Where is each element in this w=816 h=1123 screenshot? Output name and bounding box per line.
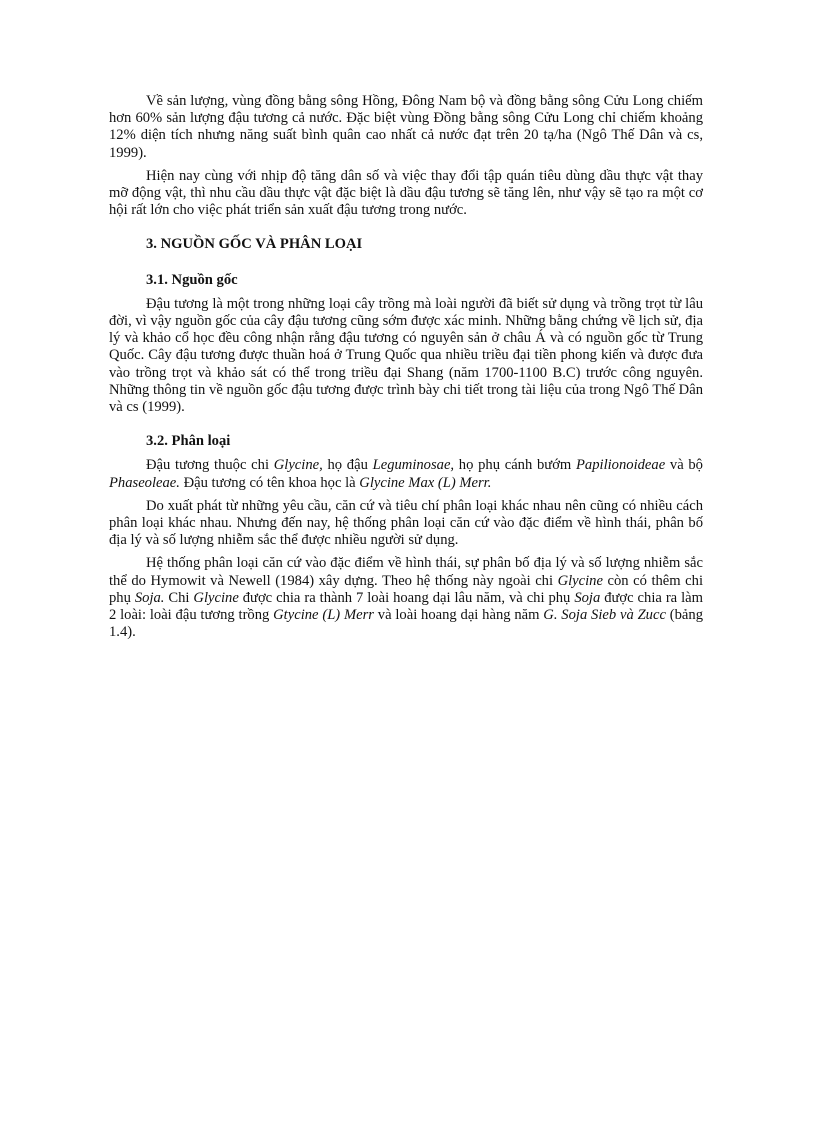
italic-run: Glycine bbox=[557, 572, 603, 589]
italic-run: Leguminosae, bbox=[372, 457, 455, 474]
text-run: và loài hoang dại hàng năm bbox=[373, 607, 544, 624]
italic-run: Glycine, bbox=[273, 457, 323, 474]
intro-paragraph-1: Về sản lượng, vùng đồng bằng sông Hồng, Đông Nam bộ và đồng bằng sông Cửu Long chiếm hơn 60% sản lượng đậu tương cả nước. Đặc biệt vùng Đồng bằng sông Cửu Long chỉ chiếm khoảng 12% diện tích nhưng năng suất bình quân cao nhất cả nước đạt trên 20 tạ/ha (Ngô Thế Dân và cs, 1999). bbox=[109, 93, 703, 161]
subsection-heading-classification: 3.2. Phân loại bbox=[146, 433, 231, 450]
text-run: (bảng 1.4). bbox=[109, 607, 703, 641]
text-run: họ phụ cánh bướm bbox=[454, 457, 576, 474]
italic-run: Papilionoideae bbox=[576, 457, 666, 474]
subsection-heading-origin: 3.1. Nguồn gốc bbox=[146, 271, 238, 288]
text-run: họ đậu bbox=[322, 457, 373, 474]
italic-run: Glycine bbox=[193, 589, 239, 606]
italic-run: Glycine Max (L) Merr. bbox=[359, 474, 492, 491]
italic-run: Soja. bbox=[134, 589, 165, 606]
italic-run: Phaseoleae. bbox=[109, 474, 180, 491]
classification-paragraph-1 bbox=[109, 457, 703, 491]
section-heading: 3. NGUỒN GỐC VÀ PHÂN LOẠI bbox=[146, 236, 363, 253]
intro-paragraph-2: Hiện nay cùng với nhịp độ tăng dân số và việc thay đổi tập quán tiêu dùng dầu thực vật thay mỡ động vật, thì nhu cầu dầu thực vật đặc biệt là dầu đậu tương sẽ tăng lên, như vậy sẽ tạo ra một cơ hội rất lớn cho việc phát triển sản xuất đậu tương trong nước. bbox=[109, 167, 703, 219]
text-run: được chia ra làm 2 loài: loài đậu tương trồng bbox=[109, 589, 703, 624]
text-run: được chia ra thành 7 loài hoang dại lâu năm, và chi phụ bbox=[238, 589, 575, 606]
classification-paragraph-2: Do xuất phát từ những yêu cầu, căn cứ và tiêu chí phân loại khác nhau nên cũng có nhiều cách phân loại khác nhau. Nhưng đến nay, hệ thống phân loại căn cứ vào đặc điểm về hình thái, phân bố địa lý và số lượng nhiễm sắc thể được nhiều người sử dụng. bbox=[109, 497, 703, 549]
text-run: Chi bbox=[164, 589, 194, 606]
italic-run: Gtycine (L) Merr bbox=[273, 607, 374, 624]
text-run: và bộ bbox=[665, 457, 703, 474]
page-content bbox=[109, 93, 703, 641]
text-run: Đậu tương có tên khoa học là bbox=[179, 474, 360, 491]
text-run: Hệ thống phân loại căn cứ vào đặc điểm về hình thái, sự phân bố địa lý và số lượng nhiễm sắc thể do Hymowit và Newell (1984) xây dựng. Theo hệ thống này ngoài chi bbox=[109, 555, 703, 589]
text-run: còn có thêm chi phụ bbox=[109, 572, 703, 606]
origin-paragraph: Đậu tương là một trong những loại cây trồng mà loài người đã biết sử dụng và trồng trọt từ lâu đời, vì vậy nguồn gốc của cây đậu tương cũng sớm được xác minh. Những bằng chứng về lịch sử, địa lý và khảo cổ học đều công nhận rằng đậu tương có nguyên sản ở châu Á và có nguồn gốc từ Trung Quốc. Cây đậu tương được thuần hoá ở Trung Quốc qua nhiều triều đại tiền phong kiến và được đưa vào trồng trọt và khảo sát có thể trong triều đại Shang (năm 1700-1100 B.C) trước công nguyên. Những thông tin về nguồn gốc đậu tương được trình bày chi tiết trong tài liệu của trong Ngô Thế Dân và cs (1999). bbox=[109, 295, 703, 416]
italic-run: Soja bbox=[574, 589, 601, 606]
italic-run: G. Soja Sieb và Zucc bbox=[543, 607, 666, 624]
text-run: Đậu tương thuộc chi bbox=[146, 457, 274, 474]
classification-paragraph-3 bbox=[109, 555, 703, 641]
